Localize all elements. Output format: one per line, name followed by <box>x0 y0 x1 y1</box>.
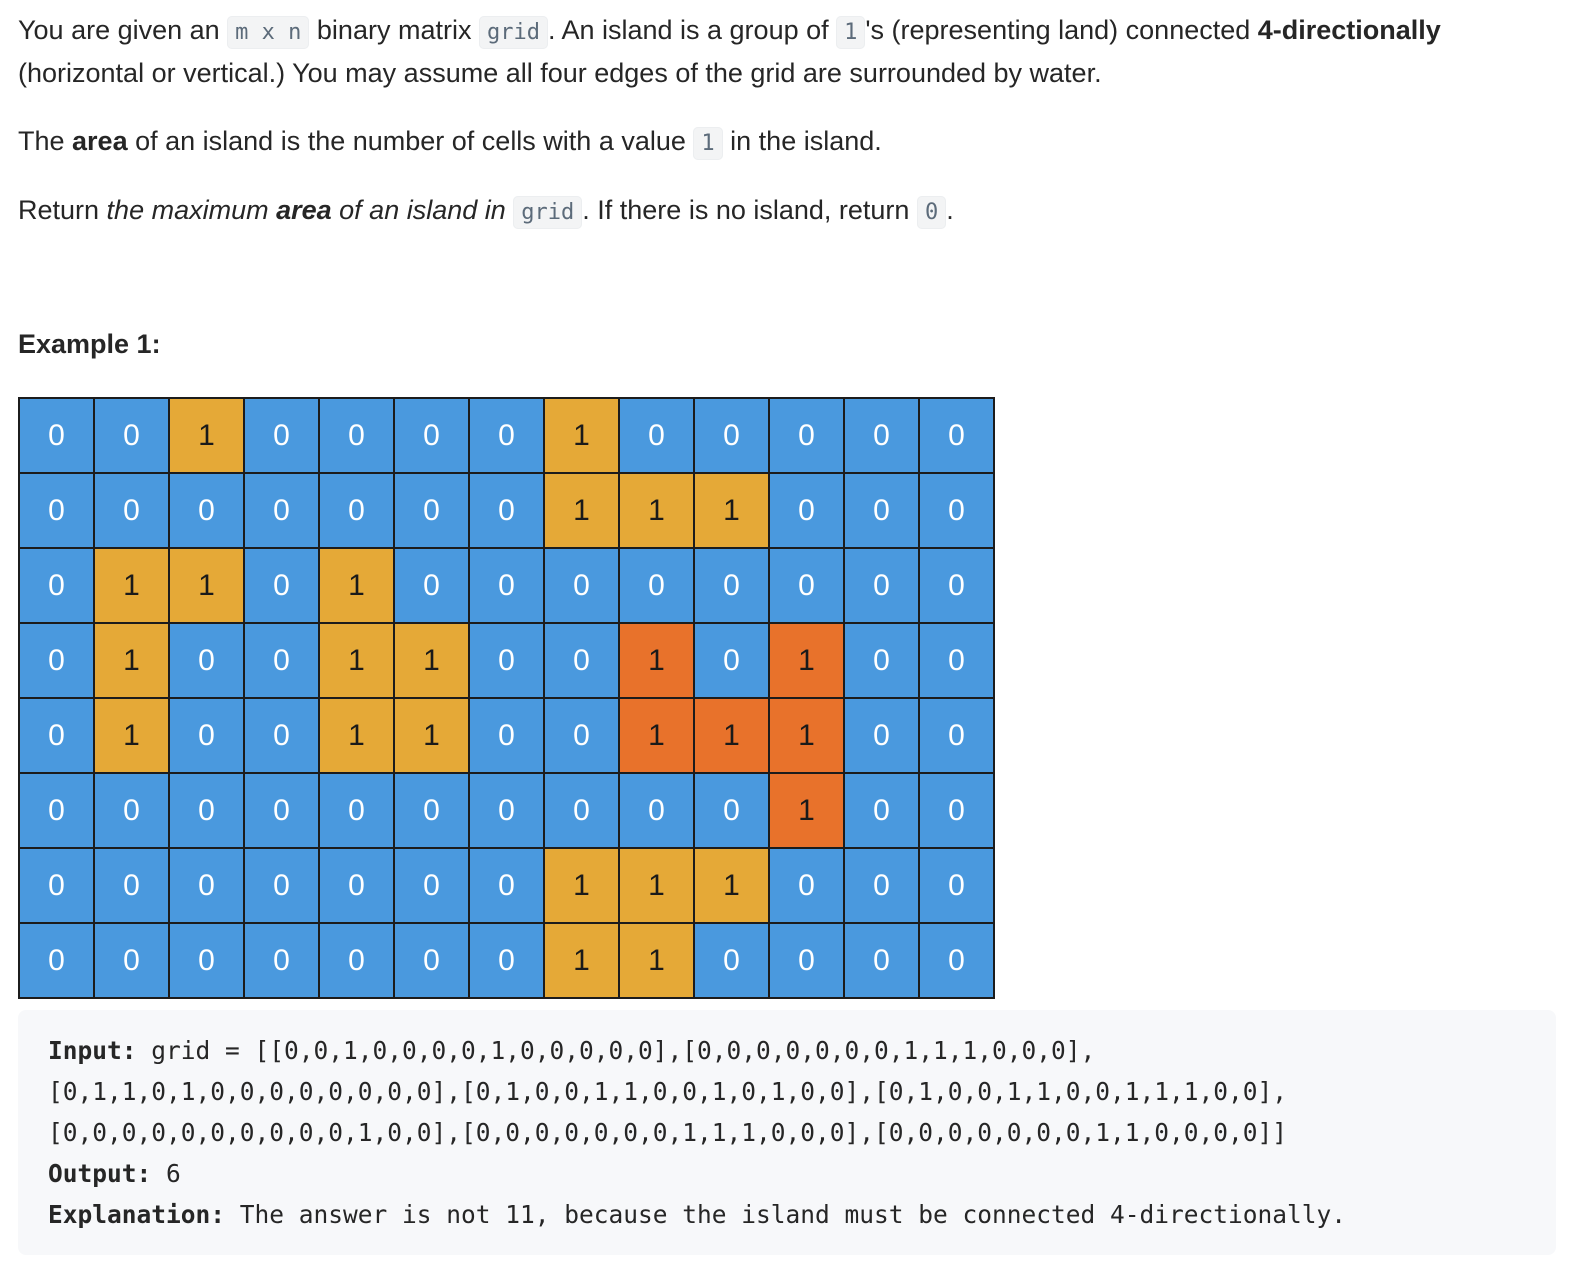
grid-cell: 1 <box>619 923 694 998</box>
grid-cell: 1 <box>94 698 169 773</box>
grid-cell: 0 <box>394 398 469 473</box>
grid-cell: 0 <box>244 623 319 698</box>
grid-cell: 0 <box>844 848 919 923</box>
grid-cell: 0 <box>469 623 544 698</box>
grid-cell: 0 <box>694 923 769 998</box>
text-segment: of an island is the number of cells with a value <box>127 126 694 156</box>
grid-cell: 0 <box>844 398 919 473</box>
grid-cell: 1 <box>619 848 694 923</box>
grid-cell: 0 <box>919 848 994 923</box>
grid-cell: 0 <box>919 698 994 773</box>
grid-cell: 0 <box>844 923 919 998</box>
grid-cell: 0 <box>619 398 694 473</box>
grid-cell: 0 <box>169 473 244 548</box>
grid-cell: 0 <box>94 923 169 998</box>
example-grid <box>18 397 995 999</box>
grid-cell: 0 <box>919 398 994 473</box>
grid-cell: 0 <box>544 773 619 848</box>
grid-cell: 0 <box>19 548 94 623</box>
grid-row <box>19 398 994 473</box>
grid-cell: 0 <box>694 623 769 698</box>
output-label: Output: <box>48 1159 152 1188</box>
grid-cell: 0 <box>544 623 619 698</box>
explanation-line <box>48 1194 1346 1235</box>
grid-row <box>19 548 994 623</box>
input-line-1 <box>48 1030 1095 1071</box>
grid-cell: 0 <box>19 848 94 923</box>
explanation-label: Explanation: <box>48 1200 226 1229</box>
grid-cell: 0 <box>169 848 244 923</box>
grid-cell: 0 <box>919 623 994 698</box>
grid-cell: 1 <box>94 548 169 623</box>
grid-cell: 0 <box>844 473 919 548</box>
grid-cell: 0 <box>919 923 994 998</box>
grid-cell: 0 <box>19 473 94 548</box>
text-segment: area <box>276 195 332 225</box>
grid-cell: 0 <box>319 473 394 548</box>
grid-cell: 0 <box>244 548 319 623</box>
grid-cell: 0 <box>919 773 994 848</box>
grid-cell: 0 <box>94 773 169 848</box>
grid-cell: 0 <box>544 548 619 623</box>
grid-cell: 0 <box>169 623 244 698</box>
text-segment: . An island is a group of <box>547 15 837 45</box>
text-segment: You are given an <box>18 15 228 45</box>
grid-cell: 0 <box>844 698 919 773</box>
grid-cell: 0 <box>769 548 844 623</box>
grid-cell: 0 <box>394 548 469 623</box>
inline-code: grid <box>513 196 582 229</box>
grid-cell: 0 <box>19 398 94 473</box>
grid-cell: 1 <box>319 548 394 623</box>
input-label: Input: <box>48 1036 137 1065</box>
grid-cell: 0 <box>319 848 394 923</box>
grid-row <box>19 923 994 998</box>
grid-cell: 0 <box>94 848 169 923</box>
input-line-2: [0,1,1,0,1,0,0,0,0,0,0,0,0],[0,1,0,0,1,1,0,0,1,0,1,0,0],[0,1,0,0,1,1,0,0,1,1,1,0,0], <box>48 1077 1288 1106</box>
grid-cell: 0 <box>694 398 769 473</box>
grid-cell: 0 <box>244 698 319 773</box>
grid-cell: 1 <box>619 473 694 548</box>
grid-cell: 0 <box>919 548 994 623</box>
grid-cell: 1 <box>169 548 244 623</box>
grid-cell: 0 <box>769 473 844 548</box>
text-segment: Return <box>18 195 107 225</box>
grid-cell: 1 <box>544 398 619 473</box>
grid-cell: 0 <box>319 398 394 473</box>
inline-code: grid <box>479 16 548 49</box>
inline-code: 1 <box>693 127 722 160</box>
grid-cell: 0 <box>394 923 469 998</box>
grid-cell: 0 <box>769 923 844 998</box>
grid-cell: 0 <box>244 398 319 473</box>
output-line <box>48 1153 181 1194</box>
grid-cell: 1 <box>169 398 244 473</box>
grid-cell: 1 <box>769 623 844 698</box>
text-segment: 4-directionally <box>1257 15 1441 45</box>
grid-cell: 0 <box>94 473 169 548</box>
grid-cell: 0 <box>469 398 544 473</box>
text-segment: the maximum <box>106 195 277 225</box>
grid-row <box>19 698 994 773</box>
text-segment: area <box>72 126 128 156</box>
grid-cell: 1 <box>319 623 394 698</box>
grid-cell: 0 <box>394 848 469 923</box>
input-text-1: grid = [[0,0,1,0,0,0,0,1,0,0,0,0,0],[0,0,0,0,0,0,0,1,1,1,0,0,0], <box>136 1036 1096 1065</box>
grid-cell: 0 <box>394 473 469 548</box>
grid-cell: 0 <box>19 623 94 698</box>
grid-cell: 0 <box>769 848 844 923</box>
description-paragraph-2 <box>18 121 882 164</box>
description-paragraph-3 <box>18 190 954 233</box>
grid-cell: 1 <box>619 623 694 698</box>
grid-cell: 0 <box>844 773 919 848</box>
text-segment: The <box>18 126 73 156</box>
grid-cell: 0 <box>244 773 319 848</box>
grid-cell: 1 <box>619 698 694 773</box>
grid-cell: 0 <box>844 548 919 623</box>
grid-cell: 0 <box>19 698 94 773</box>
grid-cell: 0 <box>619 548 694 623</box>
input-line-3: [0,0,0,0,0,0,0,0,0,0,1,0,0],[0,0,0,0,0,0,0,1,1,1,0,0,0],[0,0,0,0,0,0,0,1,1,0,0,0,0]] <box>48 1118 1288 1147</box>
grid-cell: 0 <box>169 698 244 773</box>
grid-cell: 1 <box>769 698 844 773</box>
grid-cell: 0 <box>169 923 244 998</box>
grid-cell: 0 <box>694 773 769 848</box>
grid-cell: 0 <box>619 773 694 848</box>
example-box <box>18 1010 1556 1255</box>
description-paragraph-1 <box>18 10 1568 94</box>
grid-row <box>19 623 994 698</box>
inline-code: 0 <box>917 196 946 229</box>
grid-cell: 1 <box>394 623 469 698</box>
grid-cell: 0 <box>394 773 469 848</box>
text-segment: 's (representing land) connected <box>865 15 1258 45</box>
text-segment: in the island. <box>722 126 882 156</box>
grid-cell: 1 <box>544 923 619 998</box>
grid-cell: 0 <box>919 473 994 548</box>
grid-cell: 1 <box>769 773 844 848</box>
grid-cell: 0 <box>769 398 844 473</box>
grid-cell: 1 <box>544 473 619 548</box>
grid-cell: 0 <box>469 773 544 848</box>
grid-cell: 1 <box>694 473 769 548</box>
grid-cell: 0 <box>469 473 544 548</box>
grid-cell: 1 <box>94 623 169 698</box>
grid-cell: 0 <box>19 923 94 998</box>
text-segment: . <box>946 195 954 225</box>
output-value: 6 <box>151 1159 181 1188</box>
grid-cell: 0 <box>319 773 394 848</box>
example-title: Example 1: <box>18 329 161 359</box>
grid-cell: 0 <box>469 698 544 773</box>
grid-cell: 1 <box>694 848 769 923</box>
grid-cell: 1 <box>694 698 769 773</box>
grid-cell: 0 <box>19 773 94 848</box>
grid-cell: 1 <box>319 698 394 773</box>
text-segment: binary matrix <box>309 15 479 45</box>
inline-code: m x n <box>227 16 309 49</box>
explanation-text: The answer is not 11, because the island must be connected 4-directionally. <box>225 1200 1347 1229</box>
grid-cell: 0 <box>319 923 394 998</box>
inline-code: 1 <box>836 16 865 49</box>
grid-row <box>19 773 994 848</box>
grid-cell: 0 <box>469 848 544 923</box>
text-segment: (horizontal or vertical.) You may assume all four edges of the grid are surrounded by water. <box>18 58 1102 88</box>
grid-row <box>19 848 994 923</box>
grid-cell: 1 <box>544 848 619 923</box>
grid-cell: 0 <box>544 698 619 773</box>
grid-cell: 0 <box>244 923 319 998</box>
grid-cell: 0 <box>844 623 919 698</box>
grid-cell: 0 <box>244 473 319 548</box>
grid-cell: 0 <box>94 398 169 473</box>
grid-cell: 0 <box>469 923 544 998</box>
grid-row <box>19 473 994 548</box>
grid-cell: 0 <box>694 548 769 623</box>
text-segment: . If there is no island, return <box>582 195 917 225</box>
grid-cell: 0 <box>469 548 544 623</box>
text-segment: of an island in <box>331 195 514 225</box>
grid-cell: 0 <box>169 773 244 848</box>
grid-cell: 1 <box>394 698 469 773</box>
grid-cell: 0 <box>244 848 319 923</box>
